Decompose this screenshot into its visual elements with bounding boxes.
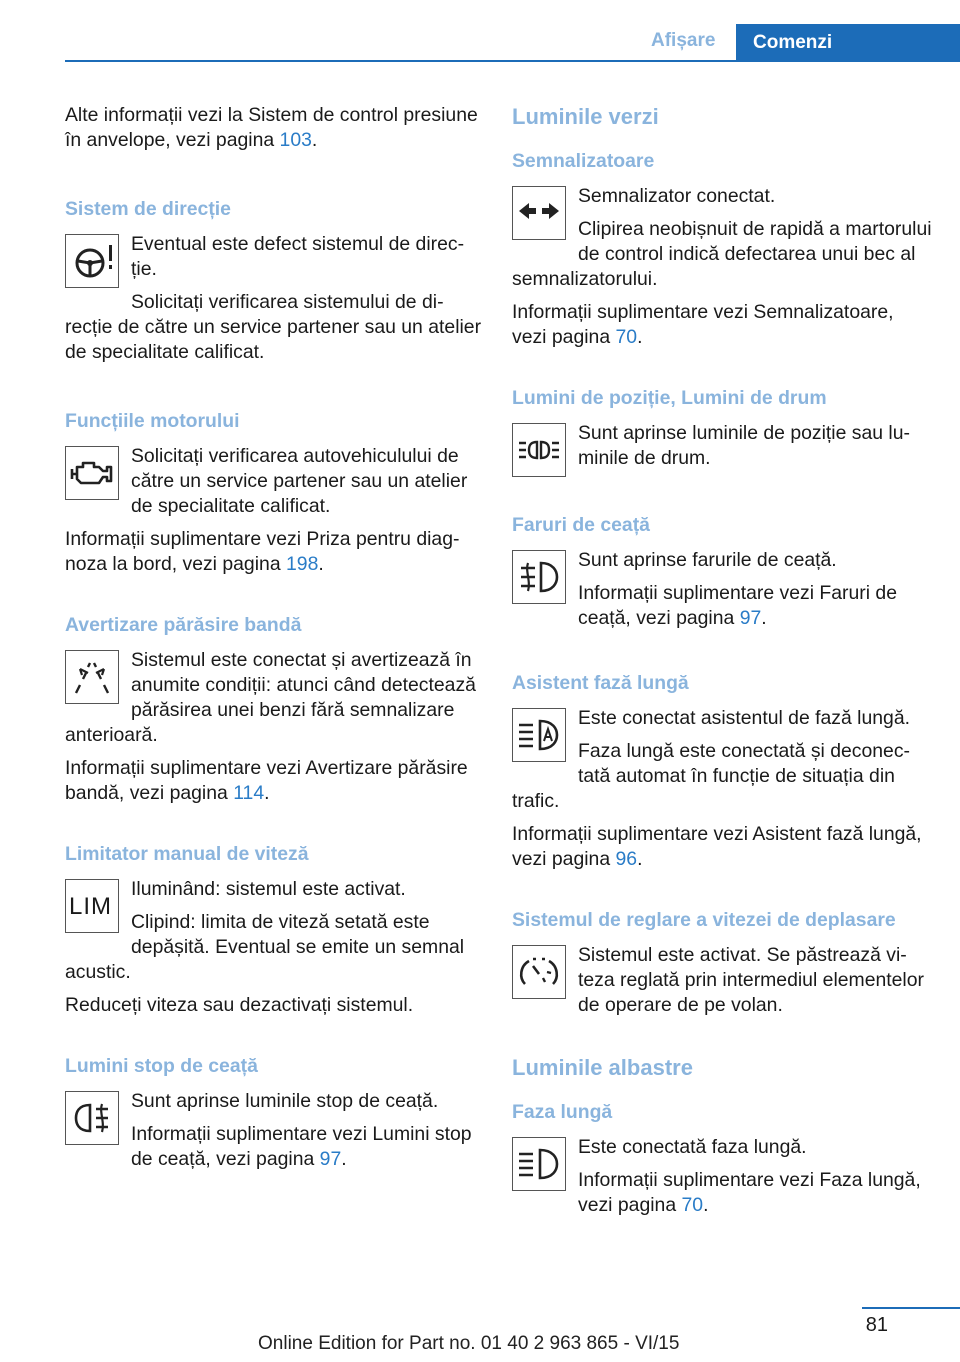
entry-parking: Sunt aprinse luminile de poziție sau luminile de drum. [512, 421, 932, 481]
entry-lane: Sistemul este conectat și avertizează în anumite condiții: atunci când detectează părăsirea unei benzi fără semnalizare anterioară. [65, 649, 476, 746]
heading-engine: Funcțiile motorului [65, 410, 240, 432]
entry-rearfog: Sunt aprinse luminile stop de ceață. Informații suplimentare vezi Lumini stop de ceață, vezi pagina 97. [65, 1089, 483, 1180]
left-column: Alte informații vezi la Sistem de control presiune în anvelope, vezi pagina 103. Sistem de direcție Eventual este defect sistemul de direcție. Solicitați verificarea sistemului de direcție de către un service partener sau un atelier de specialitate calificat. Funcțiile motorului Solicitați verificarea autovehiculului de către un service partener sau un atelier de specialitate calificat. Informații suplimentare vezi Priza pentru diagnoza la bord, vezi pagina 198. Avertizare părăsire bandă Sistemul este conectat și avertizează în anumite condiții: atunci când detectează părăsirea unei benzi fără semnalizare anterioară. Informații suplimentare vezi Avertizare părăsire bandă, vezi pagina 114. Limitator manual de viteză LIM Iluminând: sistemul este activat. Clipind: limita de viteză setată este depășită. Eventual se emite un semnal acustic. Reduceți viteza sau dezactivați sistemul. Lumini stop de ceață Sunt aprinse luminile stop de ceață. Informații suplimentare vezi Lumini stop de ceață, vezi pagina 97. [65, 103, 483, 1180]
entry-engine: Solicitați verificarea autovehiculului de către un service partener sau un atelier de specialitate calificat. [65, 444, 483, 527]
entry-highbeamassist: Este conectat asistentul de fază lungă. Faza lungă este conectată și deconectată automat în funcție de situația din trafic. [512, 707, 911, 812]
intro-paragraph: Alte informații vezi la Sistem de control presiune în anvelope, vezi pagina 103. [65, 104, 478, 151]
speed-limiter-icon: LIM [65, 879, 119, 933]
entry-frontfog: Sunt aprinse farurile de ceață. Informații suplimentare vezi Faruri de ceață, vezi pagina 97. [512, 548, 932, 639]
heading-cruise: Sistemul de reglare a vitezei de deplasare [512, 909, 896, 931]
cruise-control-icon [512, 945, 566, 999]
heading-frontfog: Faruri de ceață [512, 514, 650, 536]
front-fog-light-icon [512, 550, 566, 604]
lane-more-info: Informații suplimentare vezi Avertizare părăsire bandă, vezi pagina 114. [65, 757, 468, 804]
entry-highbeam: Este conectată faza lungă. Informații suplimentare vezi Faza lungă, vezi pagina 70. [512, 1135, 932, 1226]
header-tab-afisare[interactable]: Afișare [651, 30, 716, 51]
lane-departure-icon [65, 650, 119, 704]
heading-rearfog: Lumini stop de ceață [65, 1055, 258, 1077]
frontfog-more-info: Informații suplimentare vezi Faruri de ceață, vezi pagina 97. [578, 582, 897, 629]
heading-parking: Lumini de poziție, Lumini de drum [512, 387, 827, 409]
heading-blue-lights: Luminile albastre [512, 1055, 693, 1080]
entry-limiter: LIM Iluminând: sistemul este activat. Clipind: limita de viteză setată este depășită. Eventual se emite un semnal acustic. [65, 878, 465, 983]
edition-note: Online Edition for Part no. 01 40 2 963 865 - VI/15 [258, 1333, 680, 1354]
heading-lane: Avertizare părăsire bandă [65, 614, 302, 636]
header-tab-comenzi[interactable]: Comenzi [736, 24, 960, 62]
parking-lights-icon [512, 423, 566, 477]
turn-signal-icon [512, 186, 566, 240]
link-page-70-highbeam[interactable]: 70 [681, 1194, 704, 1216]
steering-warning-icon [65, 234, 119, 288]
engine-icon [65, 446, 119, 500]
heading-green-lights: Luminile verzi [512, 104, 659, 129]
link-page-198[interactable]: 198 [286, 553, 319, 575]
entry-cruise: Sistemul este activat. Se păstrează viteza reglată prin intermediul elementelor de operare de pe volan. [512, 943, 932, 1026]
rear-fog-light-icon [65, 1091, 119, 1145]
high-beam-assistant-icon [512, 708, 566, 762]
heading-steering: Sistem de direcție [65, 198, 231, 220]
heading-turn: Semnalizatoare [512, 150, 655, 172]
entry-steering: Eventual este defect sistemul de direcție. Solicitați verificarea sistemului de direcție de către un service partener sau un atelier de specialitate calificat. [65, 233, 482, 363]
highbeamassist-more-info: Informații suplimentare vezi Asistent fază lungă, vezi pagina 96. [512, 823, 922, 870]
link-page-96[interactable]: 96 [615, 848, 638, 870]
rearfog-more-info: Informații suplimentare vezi Lumini stop de ceață, vezi pagina 97. [131, 1123, 472, 1170]
heading-limiter: Limitator manual de viteză [65, 843, 309, 865]
link-page-103[interactable]: 103 [279, 129, 312, 151]
heading-highbeamassist: Asistent fază lungă [512, 672, 689, 694]
turn-more-info: Informații suplimentare vezi Semnalizatoare, vezi pagina 70. [512, 301, 894, 348]
link-page-114[interactable]: 114 [233, 782, 265, 804]
footer-rule [862, 1307, 960, 1309]
link-page-97-front[interactable]: 97 [739, 607, 762, 629]
high-beam-icon [512, 1137, 566, 1191]
entry-turn: Semnalizator conectat. Clipirea neobișnuit de rapidă a martorului de control indică defectarea unui bec al semnalizatorului. [512, 185, 932, 290]
page-number: 81 [865, 1314, 888, 1336]
heading-highbeam: Faza lungă [512, 1101, 613, 1123]
link-page-70-turn[interactable]: 70 [615, 326, 638, 348]
header-rule [65, 60, 960, 62]
link-page-97-rear[interactable]: 97 [319, 1148, 342, 1170]
right-column [512, 103, 932, 1226]
highbeam-more-info: Informații suplimentare vezi Faza lungă, vezi pagina 70. [578, 1169, 921, 1216]
engine-more-info: Informații suplimentare vezi Priza pentru diagnoza la bord, vezi pagina 198. [65, 528, 460, 575]
